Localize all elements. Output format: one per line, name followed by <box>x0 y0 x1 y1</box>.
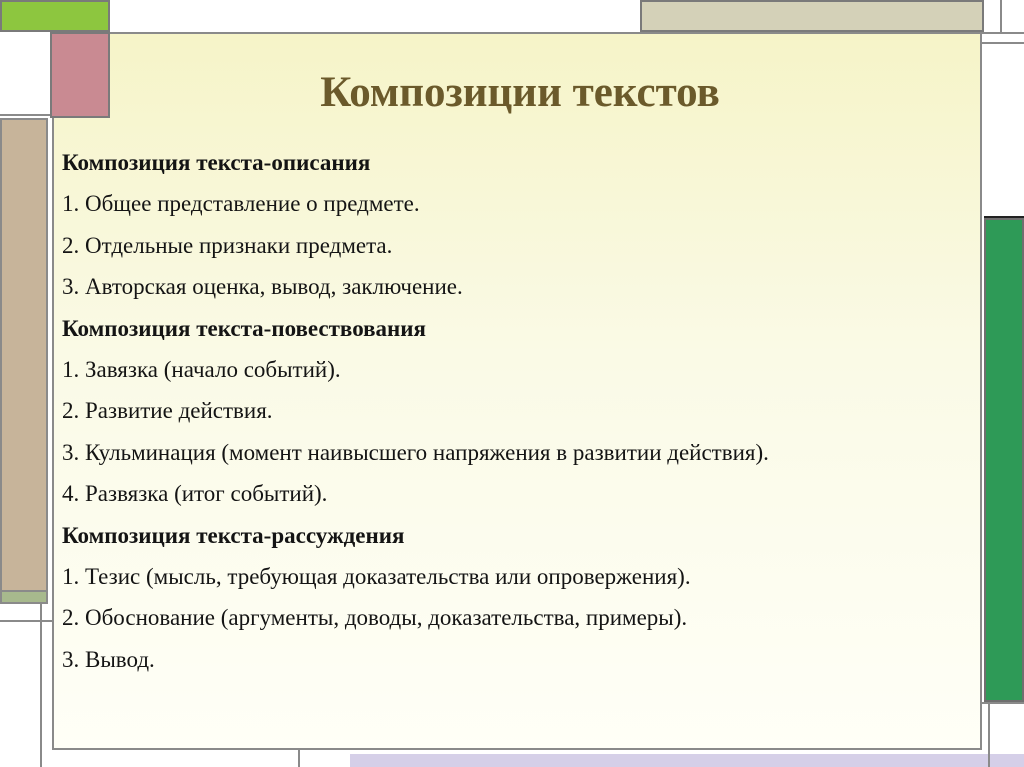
decor-line <box>1000 0 1002 32</box>
list-item: 2. Развитие действия. <box>62 398 273 424</box>
list-item: 4. Развязка (итог событий). <box>62 481 328 507</box>
decor-line <box>988 702 990 767</box>
body-list <box>62 142 769 680</box>
decor-beige-block <box>640 0 984 32</box>
decor-line <box>0 620 52 622</box>
list-item: 2. Обоснование (аргументы, доводы, доказательства, примеры). <box>62 605 688 631</box>
decor-line <box>40 604 42 767</box>
decor-dark-green-block <box>984 218 1024 702</box>
decor-green-block <box>0 0 110 32</box>
section-heading: Композиция текста-рассуждения <box>62 522 405 548</box>
list-item: 3. Кульминация (момент наивысшего напряжения в развитии действия). <box>62 439 769 465</box>
section-heading: Композиция текста-повествования <box>62 315 426 341</box>
list-item: 3. Авторская оценка, вывод, заключение. <box>62 274 463 300</box>
slide-title: Композиции текстов <box>320 69 720 116</box>
decor-line <box>982 42 1024 44</box>
list-item: 1. Тезис (мысль, требующая доказательства или опровержения). <box>62 564 691 590</box>
list-item: 2. Отдельные признаки предмета. <box>62 232 393 258</box>
decor-line <box>982 32 1024 34</box>
decor-brown-block <box>0 118 48 594</box>
list-item: 1. Общее представление о предмете. <box>62 191 420 217</box>
list-item: 3. Вывод. <box>62 646 155 672</box>
decor-lavender-block <box>350 754 1024 767</box>
decor-line <box>984 216 1024 218</box>
section-heading: Композиция текста-описания <box>62 150 371 175</box>
list-item: 1. Завязка (начало событий). <box>62 357 341 383</box>
decor-green-strip <box>0 590 48 604</box>
